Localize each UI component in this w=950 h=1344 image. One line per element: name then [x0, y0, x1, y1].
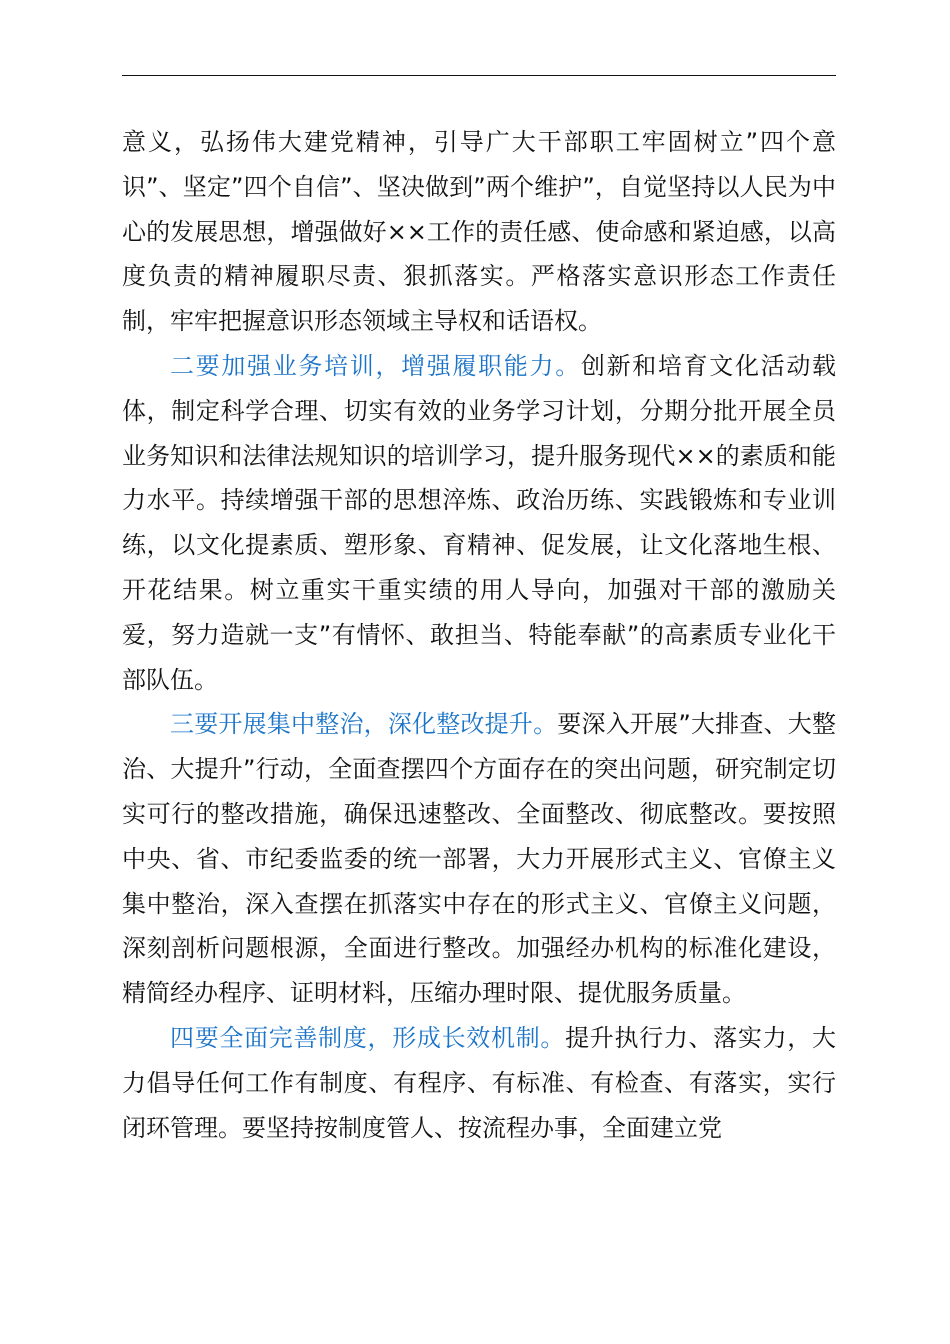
paragraph-continuation — [122, 120, 836, 344]
paragraph-text: 意义，弘扬伟大建党精神，引导广大干部职工牢固树立”四个意识”、坚定”四个自信”、坚决做到”两个维护”，自觉坚持以人民为中心的发展思想，增强做好××工作的责任感、使命感和紧迫感，以高度负责的精神履职尽责、狠抓落实。严格落实意识形态工作责任制，牢牢把握意识形态领域主导权和话语权。 — [122, 128, 836, 336]
section-heading-institutions: 四要全面完善制度，形成长效机制。 — [170, 1023, 566, 1052]
paragraph-training — [122, 344, 836, 702]
paragraph-rectification — [122, 702, 836, 1016]
document-body — [122, 120, 836, 1150]
section-heading-training: 二要加强业务培训，增强履职能力。 — [170, 351, 581, 380]
section-heading-rectification: 三要开展集中整治，深化整改提升。 — [170, 710, 558, 739]
header-rule — [122, 75, 836, 76]
paragraph-text: 提升执行力、落实力，大力倡导任何工作有制度、有程序、有标准、有检查、有落实，实行闭环管理。要坚持按制度管人、按流程办事，全面建立党 — [122, 1023, 837, 1142]
paragraph-institutions — [122, 1016, 836, 1150]
paragraph-text: 创新和培育文化活动载体，制定科学合理、切实有效的业务学习计划，分期分批开展全员业务知识和法律法规知识的培训学习，提升服务现代××的素质和能力水平。持续增强干部的思想淬炼、政治历练、实践锻炼和专业训练，以文化提素质、塑形象、育精神、促发展，让文化落地生根、开花结果。树立重实干重实绩的用人导向，加强对干部的激励关爱，努力造就一支”有情怀、敢担当、特能奉献”的高素质专业化干部队伍。 — [122, 351, 837, 694]
paragraph-text: 要深入开展”大排查、大整治、大提升”行动，全面查摆四个方面存在的突出问题，研究制定切实可行的整改措施，确保迅速整改、全面整改、彻底整改。要按照中央、省、市纪委监委的统一部署，大力开展形式主义、官僚主义集中整治，深入查摆在抓落实中存在的形式主义、官僚主义问题，深刻剖析问题根源，全面进行整改。加强经办机构的标准化建设，精简经办程序、证明材料，压缩办理时限、提优服务质量。 — [122, 710, 836, 1008]
